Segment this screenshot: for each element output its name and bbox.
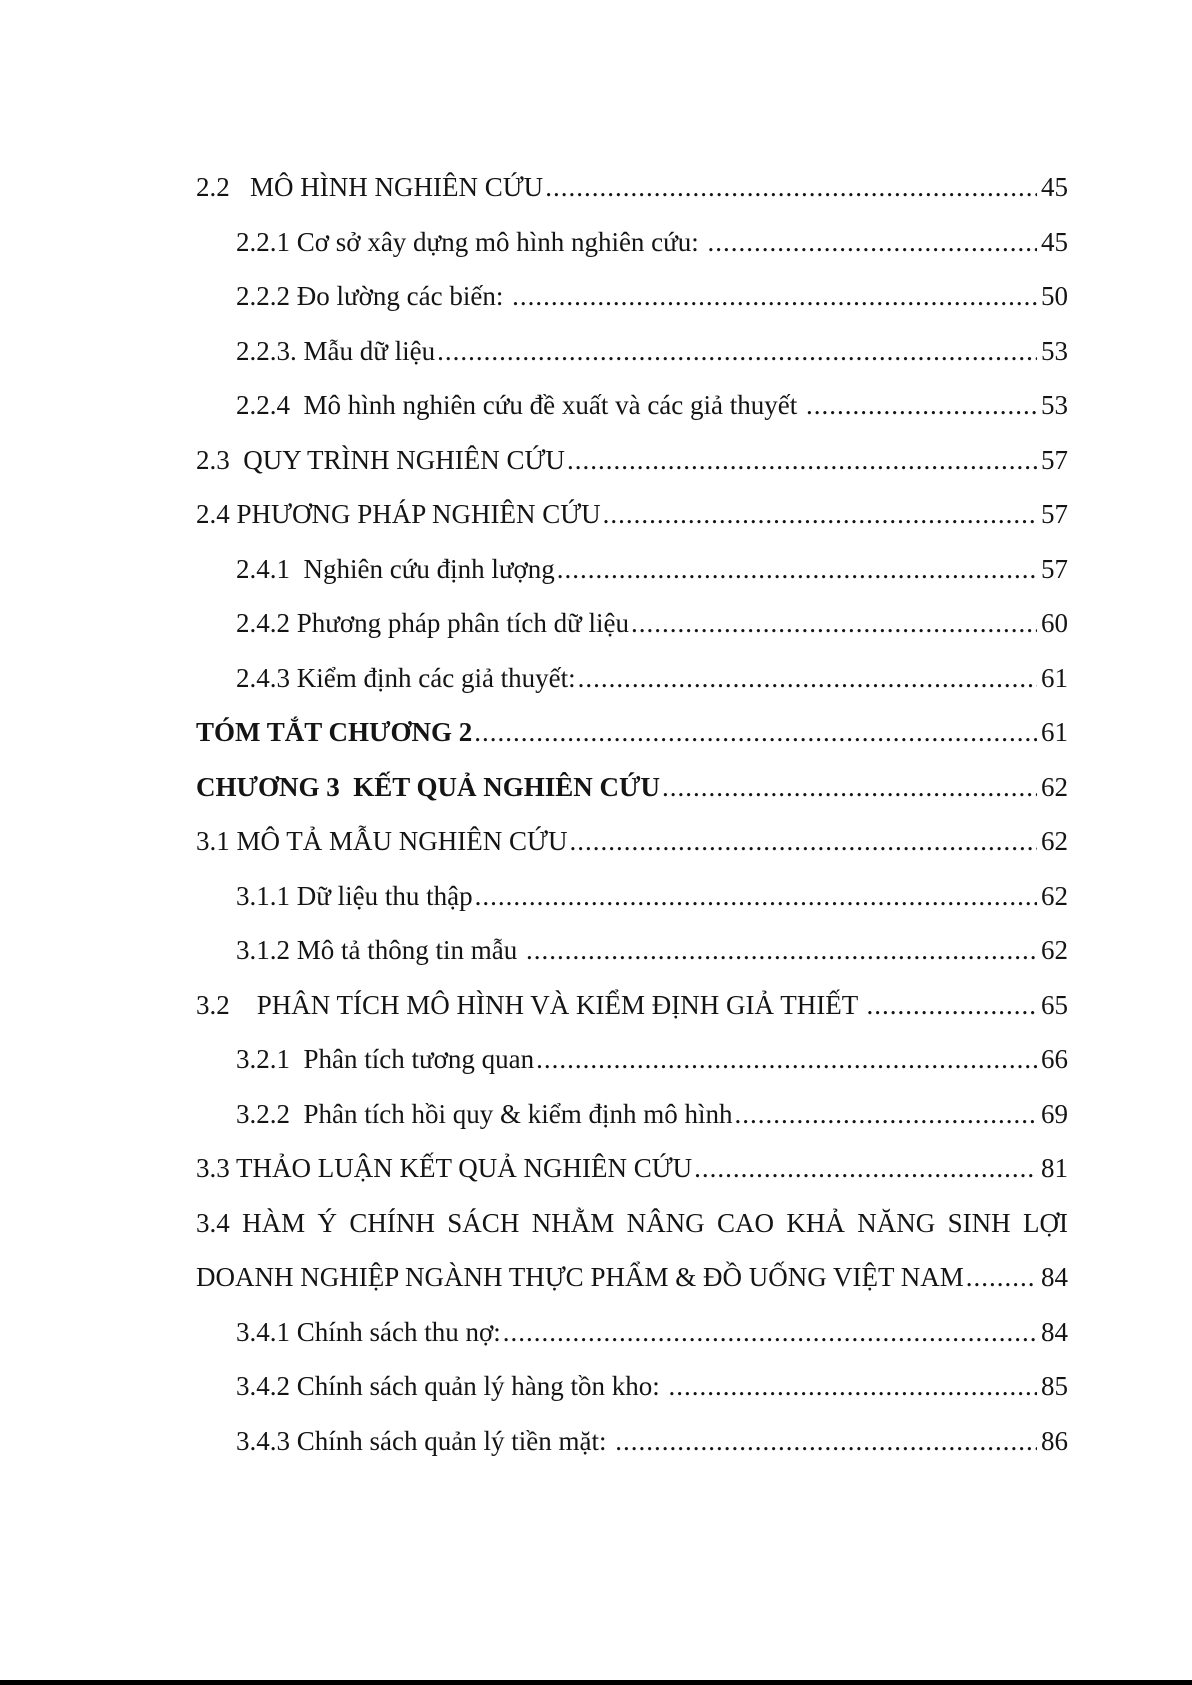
- dot-leader: [512, 269, 1037, 324]
- toc-entry-2-2-3: [196, 324, 1068, 379]
- dot-leader: [437, 324, 1037, 379]
- toc-entry-label: 3.2.2 Phân tích hồi quy & kiểm định mô hình: [236, 1098, 733, 1129]
- toc-entry-label: 3.4.3 Chính sách quản lý tiền mặt:: [236, 1425, 614, 1456]
- toc-entry-page: 50: [1041, 281, 1068, 311]
- toc-entry-2-4: [196, 487, 1068, 542]
- dot-leader: [536, 1032, 1037, 1087]
- toc-entry-3-1: [196, 814, 1068, 869]
- dot-leader: [569, 814, 1037, 869]
- toc-entry-page: 60: [1041, 608, 1068, 638]
- toc-entry-page: 57: [1041, 444, 1068, 475]
- toc-entry-2-2: [196, 160, 1068, 215]
- dot-leader: [631, 596, 1037, 651]
- toc-entry-2-3: [196, 433, 1068, 488]
- toc-entry-label: 2.4 PHƯƠNG PHÁP NGHIÊN CỨU: [196, 499, 601, 529]
- toc-entry-page: 53: [1041, 390, 1068, 420]
- page-bottom-border: [0, 1680, 1192, 1685]
- dot-leader: [708, 215, 1037, 270]
- toc-entry-label: 2.4.3 Kiểm định các giả thuyết:: [236, 662, 576, 693]
- toc-entry-3-4-line-1: [196, 1196, 1068, 1251]
- dot-leader: [474, 705, 1037, 760]
- toc-entry-page: 61: [1041, 717, 1068, 747]
- toc-entry-label: CHƯƠNG 3 KẾT QUẢ NGHIÊN CỨU: [196, 771, 661, 802]
- toc-entry-label: 3.1.2 Mô tả thông tin mẫu: [236, 935, 524, 965]
- toc-entry-page: 85: [1041, 1371, 1068, 1401]
- toc-entry-label: 2.3 QUY TRÌNH NGHIÊN CỨU: [196, 444, 565, 475]
- toc-entry-chapter-2-summary: [196, 705, 1068, 760]
- toc-entry-3-3: [196, 1141, 1068, 1196]
- toc-entry-page: 84: [1041, 1262, 1068, 1292]
- toc-entry-3-2: [196, 978, 1068, 1033]
- toc-entry-3-1-1: [196, 869, 1068, 924]
- dot-leader: [615, 1414, 1037, 1469]
- toc-entry-page: 66: [1041, 1044, 1068, 1074]
- toc-entry-2-2-1: [196, 215, 1068, 270]
- toc-entry-page: 86: [1041, 1425, 1068, 1456]
- toc-entry-3-2-1: [196, 1032, 1068, 1087]
- toc-entry-label: 2.2.1 Cơ sở xây dựng mô hình nghiên cứu:: [236, 226, 706, 257]
- dot-leader: [557, 542, 1037, 597]
- dot-leader: [503, 1305, 1037, 1360]
- toc-entry-label: DOANH NGHIỆP NGÀNH THỰC PHẨM & ĐỒ UỐNG VIỆT NAM: [196, 1262, 964, 1292]
- toc-entry-label: 3.4 HÀM Ý CHÍNH SÁCH NHẰM NÂNG CAO KHẢ NĂNG SINH LỢI: [196, 1207, 1068, 1238]
- toc-entry-2-4-1: [196, 542, 1068, 597]
- toc-entry-page: 62: [1041, 826, 1068, 856]
- toc-entry-label: 3.1.1 Dữ liệu thu thập: [236, 880, 473, 911]
- toc-entry-3-4: [196, 1250, 1068, 1305]
- toc-entry-page: 53: [1041, 335, 1068, 366]
- toc-entry-label: 3.4.2 Chính sách quản lý hàng tồn kho:: [236, 1371, 667, 1401]
- toc-entry-label: 2.4.1 Nghiên cứu định lượng: [236, 553, 555, 584]
- toc-entry-label: 3.2.1 Phân tích tương quan: [236, 1044, 535, 1074]
- toc-entry-label: 2.4.2 Phương pháp phân tích dữ liệu: [236, 608, 630, 638]
- dot-leader: [526, 923, 1037, 978]
- toc-entry-2-2-2: [196, 269, 1068, 324]
- toc-entry-page: 62: [1041, 771, 1068, 802]
- toc-entry-page: 69: [1041, 1098, 1068, 1129]
- toc-entry-label: 3.4.1 Chính sách thu nợ:: [236, 1316, 501, 1347]
- toc-entry-label: 3.1 MÔ TẢ MẪU NGHIÊN CỨU: [196, 826, 568, 856]
- toc-entry-label: 3.3 THẢO LUẬN KẾT QUẢ NGHIÊN CỨU: [196, 1153, 693, 1183]
- dot-leader: [806, 378, 1037, 433]
- toc-entry-2-2-4: [196, 378, 1068, 433]
- toc-entry-label: 3.2 PHÂN TÍCH MÔ HÌNH VÀ KIỂM ĐỊNH GIẢ THIẾT: [196, 989, 865, 1020]
- toc-entry-page: 57: [1041, 553, 1068, 584]
- toc-entry-page: 45: [1041, 226, 1068, 257]
- toc-entry-page: 62: [1041, 880, 1068, 911]
- toc-entry-page: 45: [1041, 172, 1068, 202]
- toc-entry-label: 2.2.4 Mô hình nghiên cứu đề xuất và các giả thuyết: [236, 390, 804, 420]
- dot-leader: [866, 978, 1037, 1033]
- toc-entry-3-4-1: [196, 1305, 1068, 1360]
- toc-entry-label: 2.2.3. Mẫu dữ liệu: [236, 335, 436, 366]
- toc-entry-2-4-2: [196, 596, 1068, 651]
- toc-entry-3-4-2: [196, 1359, 1068, 1414]
- toc-entry-label: 2.2 MÔ HÌNH NGHIÊN CỨU: [196, 172, 544, 202]
- toc-entry-page: 61: [1041, 662, 1068, 693]
- toc-entry-page: 81: [1041, 1153, 1068, 1183]
- toc-entry-page: 57: [1041, 499, 1068, 529]
- toc-entry-label: 2.2.2 Đo lường các biến:: [236, 281, 511, 311]
- toc-entry-chapter-3: [196, 760, 1068, 815]
- dot-leader: [668, 1359, 1037, 1414]
- dot-leader: [475, 869, 1037, 924]
- toc-entry-3-2-2: [196, 1087, 1068, 1142]
- toc-entry-page: 62: [1041, 935, 1068, 965]
- toc-entry-page: 84: [1041, 1316, 1068, 1347]
- toc-entry-page: 65: [1041, 989, 1068, 1020]
- dot-leader: [694, 1141, 1037, 1196]
- dot-leader: [578, 651, 1037, 706]
- toc-entry-3-1-2: [196, 923, 1068, 978]
- dot-leader: [966, 1250, 1037, 1305]
- dot-leader: [567, 433, 1037, 488]
- toc-entry-3-4-3: [196, 1414, 1068, 1469]
- toc-entry-2-4-3: [196, 651, 1068, 706]
- toc-entry-label: TÓM TẮT CHƯƠNG 2: [196, 717, 473, 747]
- dot-leader: [545, 160, 1037, 215]
- table-of-contents: [196, 160, 1068, 1468]
- dot-leader: [603, 487, 1037, 542]
- dot-leader: [662, 760, 1037, 815]
- dot-leader: [734, 1087, 1037, 1142]
